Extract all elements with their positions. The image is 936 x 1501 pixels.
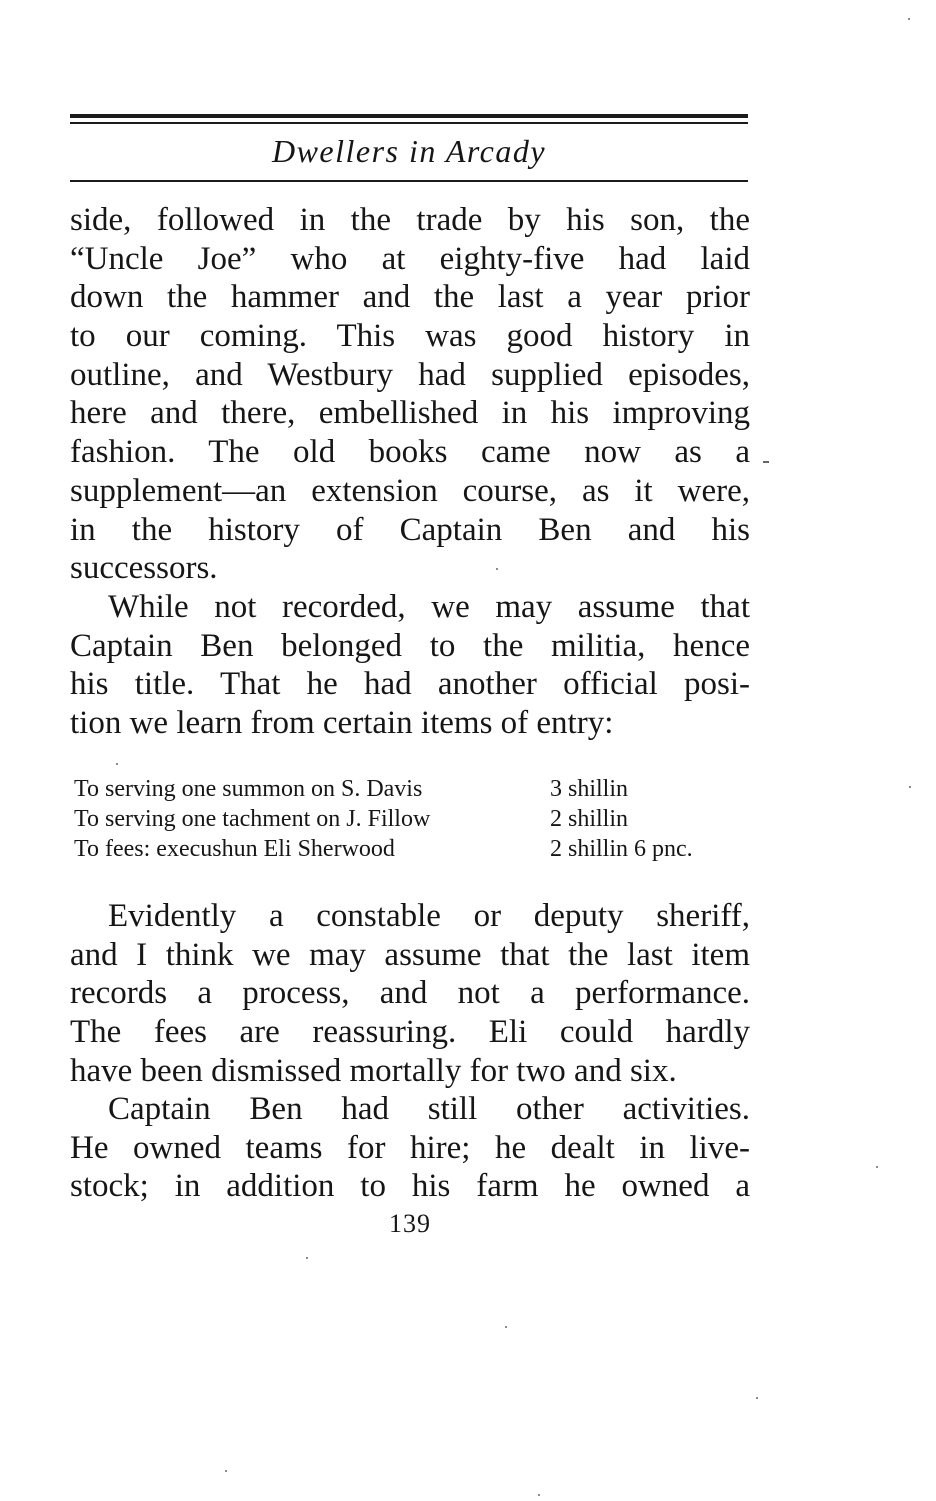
entry-item: To serving one summon on S. Davis [74,776,423,802]
entry-item: To fees: execushun Eli Sherwood [74,836,395,862]
paragraph-1 [70,201,750,588]
entry-amount: 2 shillin [550,806,629,832]
paragraph-2 [70,588,750,743]
text-line: While not recorded, we may assume that [108,589,750,625]
entry-amount: 3 shillin [550,776,629,802]
print-speck [306,1257,308,1259]
text-line: his title. That he had another official posi- [70,666,750,703]
text-line: to our coming. This was good history in [70,318,750,355]
print-speck [505,1326,507,1328]
print-speck [756,1397,758,1399]
page-number: 139 [389,1209,431,1238]
print-speck [763,461,769,463]
text-line: Captain Ben belonged to the militia, hence [70,627,750,664]
text-line: outline, and Westbury had supplied episodes, [70,356,750,393]
print-speck [496,568,498,570]
text-line: stock; in addition to his farm he owned a [70,1168,750,1205]
print-speck [909,786,911,788]
text-line: and I think we may assume that the last item [70,936,750,973]
text-line: supplement—an extension course, as it were, [70,472,750,509]
account-entry [74,804,744,834]
entry-amount: 2 shillin 6 pnc. [550,836,693,862]
print-speck [225,1470,227,1472]
text-line: tion we learn from certain items of entry: [70,705,614,742]
text-line: fashion. The old books came now as a [70,434,750,471]
header-underline [70,180,748,182]
text-line: side, followed in the trade by his son, the [70,202,750,238]
print-speck [116,763,118,765]
account-entry [74,834,744,864]
paragraph-4 [70,1090,750,1206]
print-speck [538,1494,540,1496]
account-entries [74,774,744,864]
entry-item: To serving one tachment on J. Fillow [74,806,431,832]
header-rule-thin [70,122,748,124]
text-line: Evidently a constable or deputy sheriff, [108,898,750,934]
text-line: down the hammer and the last a year prior [70,279,750,316]
print-speck [876,1166,878,1168]
running-head: Dwellers in Arcady [271,133,547,169]
text-line: have been dismissed mortally for two and six. [70,1052,677,1089]
text-line: in the history of Captain Ben and his [70,511,750,548]
text-line: “Uncle Joe” who at eighty-five had laid [70,240,750,277]
text-line: successors. [70,550,218,587]
account-entry [74,774,744,804]
text-line: Captain Ben had still other activities. [108,1091,750,1127]
paragraph-3 [70,897,750,1090]
text-line: He owned teams for hire; he dealt in live- [70,1129,750,1166]
print-speck [908,18,910,20]
text-line: records a process, and not a performance. [70,975,750,1012]
text-line: The fees are reassuring. Eli could hardly [70,1014,750,1051]
header-rule-thick [70,114,748,118]
text-line: here and there, embellished in his improving [70,395,750,432]
